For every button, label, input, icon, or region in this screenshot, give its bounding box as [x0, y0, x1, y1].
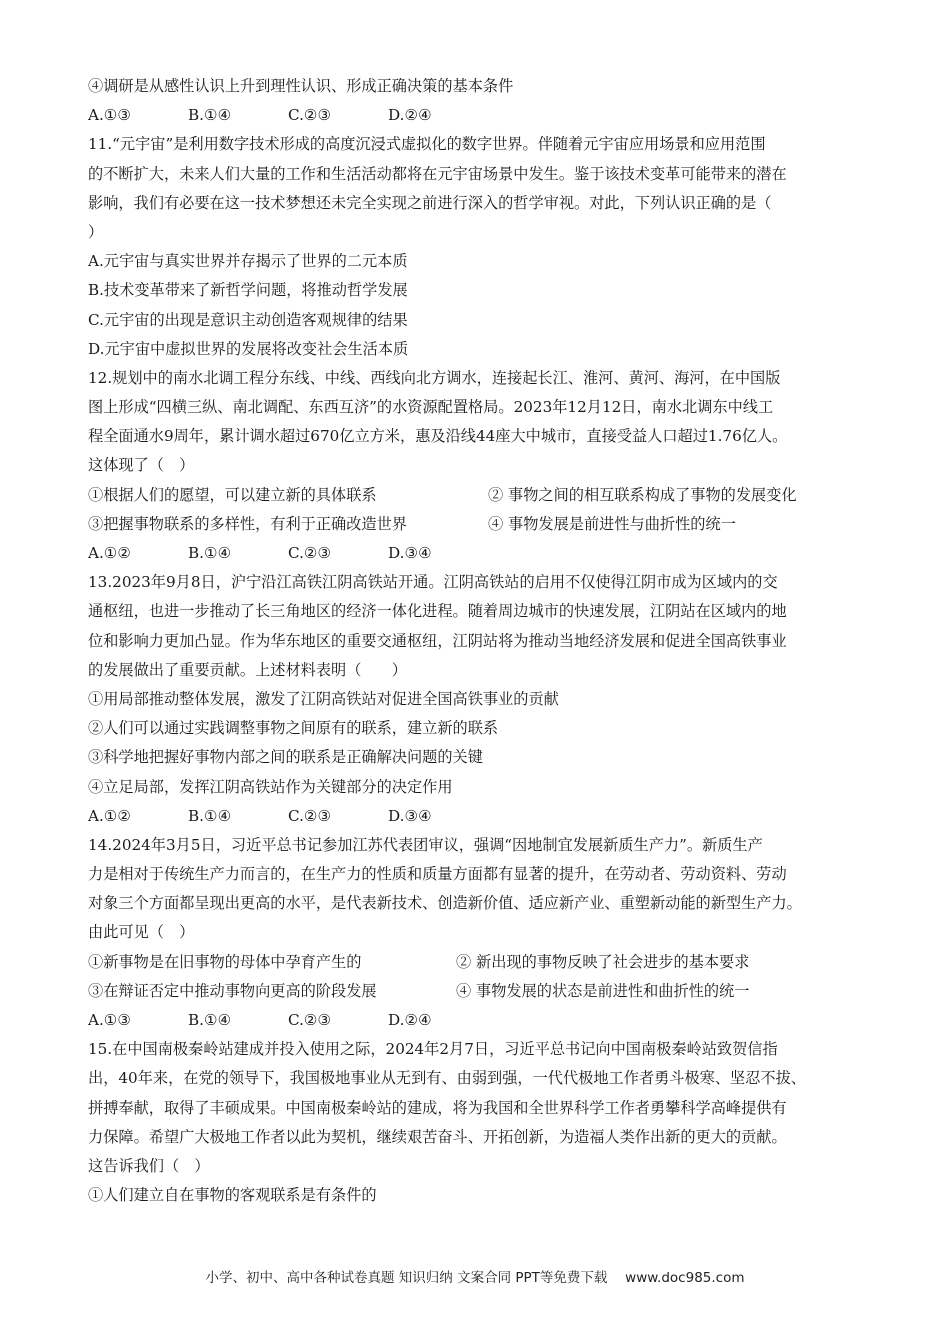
- option: C.②③: [288, 1011, 332, 1029]
- text-line: 这体现了（ ）: [88, 456, 195, 475]
- statement: ④ 事物发展是前进性与曲折性的统一: [488, 514, 736, 533]
- option: C.②③: [288, 106, 332, 125]
- option: A.①②: [88, 806, 132, 825]
- option: B.①④: [188, 806, 232, 825]
- answer-options: [88, 1006, 870, 1035]
- option: C.元宇宙的出现是意识主动创造客观规律的结果: [88, 310, 408, 329]
- option: D.②④: [388, 106, 432, 125]
- text-line: 拼搏奉献，取得了丰硕成果。中国南极秦岭站的建成，将为我国和全世界科学工作者勇攀科学高峰提供有: [88, 1098, 787, 1117]
- text-line: 通枢纽，也进一步推动了长三角地区的经济一体化进程。随着周边城市的快速发展，江阴站在区域内的地: [88, 602, 787, 621]
- statement-row: [88, 948, 870, 977]
- statement-row: [88, 481, 870, 510]
- answer-options: [88, 802, 870, 831]
- text-line: 程全面通水9周年，累计调水超过670亿立方米，惠及沿线44座大中城市，直接受益人口超过1.76亿人。: [88, 427, 788, 446]
- option: A.①③: [88, 1011, 132, 1029]
- option: B.①④: [188, 544, 232, 562]
- option: A.①②: [88, 544, 132, 562]
- statement: ③在辩证否定中推动事物向更高的阶段发展: [88, 981, 377, 1000]
- option: A.①③: [88, 106, 132, 125]
- text-line: 11.“元宇宙”是利用数字技术形成的高度沉浸式虚拟化的数字世界。伴随着元宇宙应用场景和应用范围: [88, 135, 766, 154]
- text-line: 由此可见（ ）: [88, 923, 195, 942]
- text-line: 力是相对于传统生产力而言的，在生产力的性质和质量方面都有显著的提升，在劳动者、劳动资料、劳动: [88, 865, 787, 884]
- text-line: 的不断扩大，未来人们大量的工作和生活活动都将在元宇宙场景中发生。鉴于该技术变革可能带来的潜在: [88, 164, 787, 183]
- question-12: [88, 364, 870, 568]
- page-footer: 小学、初中、高中各种试卷真题 知识归纳 文案合同 PPT等免费下载 www.doc985.com: [205, 1270, 745, 1286]
- text-line: 图上形成“四横三纵、南北调配、东西互济”的水资源配置格局。2023年12月12日，南水北调东中线工: [88, 398, 774, 417]
- statement: ①人们建立自在事物的客观联系是有条件的: [88, 1186, 377, 1205]
- option: B.①④: [188, 1011, 232, 1029]
- option: B.技术变革带来了新哲学问题，将推动哲学发展: [88, 281, 408, 300]
- statement: ③把握事物联系的多样性，有利于正确改造世界: [88, 514, 407, 533]
- option: D.③④: [388, 544, 432, 562]
- statement: ④ 事物发展的状态是前进性和曲折性的统一: [456, 981, 750, 1000]
- text-line: 12.规划中的南水北调工程分东线、中线、西线向北方调水，连接起长江、淮河、黄河、海河，在中国版: [88, 368, 781, 387]
- statement: ①新事物是在旧事物的母体中孕育产生的: [88, 952, 362, 971]
- statement: ④立足局部，发挥江阴高铁站作为关键部分的决定作用: [88, 777, 453, 796]
- text-line: 的发展做出了重要贡献。上述材料表明（ ）: [88, 660, 407, 679]
- option: C.②③: [288, 544, 332, 562]
- option: D.③④: [388, 806, 432, 825]
- option: B.①④: [188, 106, 232, 125]
- statement: ② 事物之间的相互联系构成了事物的发展变化: [488, 485, 797, 504]
- statement: ①根据人们的愿望，可以建立新的具体联系: [88, 485, 377, 504]
- statement: ③科学地把握好事物内部之间的联系是正确解决问题的关键: [88, 748, 483, 767]
- text-line: 15.在中国南极秦岭站建成并投入使用之际，2024年2月7日，习近平总书记向中国南极秦岭站致贺信指: [88, 1040, 778, 1059]
- text-line: 对象三个方面都呈现出更高的水平，是代表新技术、创造新价值、适应新产业、重塑新动能的新型生产力。: [88, 894, 802, 913]
- option: D.②④: [388, 1011, 432, 1029]
- answer-options: [88, 539, 870, 568]
- statement: ②人们可以通过实践调整事物之间原有的联系，建立新的联系: [88, 719, 499, 738]
- question-14: [88, 831, 870, 1035]
- text-line: 出，40年来，在党的领导下，我国极地事业从无到有、由弱到强，一代代极地工作者勇斗极寒、坚忍不拔、: [88, 1069, 806, 1088]
- question-13: [88, 568, 870, 831]
- question-11: [88, 130, 870, 364]
- text-line: 14.2024年3月5日，习近平总书记参加江苏代表团审议，强调“因地制宜发展新质生产力”。新质生产: [88, 835, 763, 854]
- option: C.②③: [288, 806, 332, 825]
- text-line: 13.2023年9月8日，沪宁沿江高铁江阴高铁站开通。江阴高铁站的启用不仅使得江阴市成为区域内的交: [88, 573, 778, 592]
- question-15: [88, 1035, 870, 1210]
- option: A.元宇宙与真实世界并存揭示了世界的二元本质: [88, 252, 408, 271]
- option: D.元宇宙中虚拟世界的发展将改变社会生活本质: [88, 339, 409, 358]
- text-line: 位和影响力更加凸显。作为华东地区的重要交通枢纽，江阴站将为推动当地经济发展和促进全国高铁事业: [88, 631, 787, 650]
- text-line: 影响，我们有必要在这一技术梦想还未完全实现之前进行深入的哲学审视。对此，下列认识正确的是（: [88, 193, 772, 212]
- text-line: ）: [88, 222, 104, 241]
- statement-row: [88, 510, 870, 539]
- answer-options: [88, 101, 870, 130]
- statement: ② 新出现的事物反映了社会进步的基本要求: [456, 952, 750, 971]
- statement: ①用局部推动整体发展，激发了江阴高铁站对促进全国高铁事业的贡献: [88, 689, 559, 708]
- text-line: ④调研是从感性认识上升到理性认识、形成正确决策的基本条件: [88, 77, 514, 95]
- statement-row: [88, 977, 870, 1006]
- text-line: 这告诉我们（ ）: [88, 1156, 210, 1175]
- exam-page: [88, 72, 870, 1210]
- text-line: 力保障。希望广大极地工作者以此为契机，继续艰苦奋斗、开拓创新，为造福人类作出新的更大的贡献。: [88, 1127, 787, 1146]
